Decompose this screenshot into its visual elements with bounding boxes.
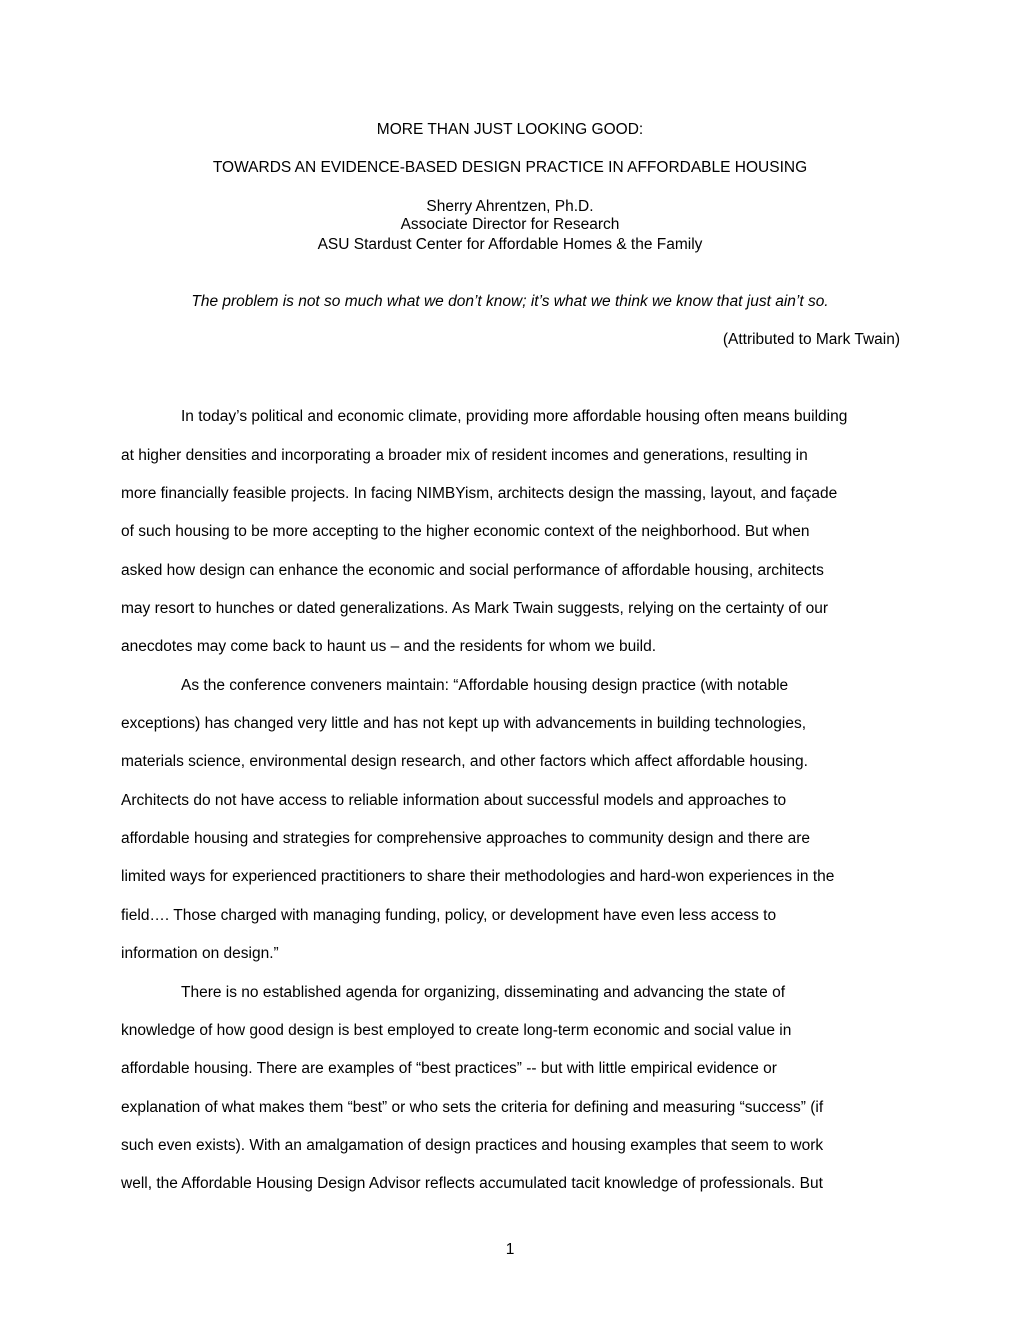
body-line: anecdotes may come back to haunt us – and the residents for whom we build. [121,638,657,655]
body-line: more financially feasible projects. In facing NIMBYism, architects design the massing, layout, and façade [121,485,838,502]
body-line: As the conference conveners maintain: “Affordable housing design practice (with notable [181,677,789,694]
body-line: information on design.” [121,945,279,962]
body-line: field…. Those charged with managing funding, policy, or development have even less access to [121,907,777,924]
body-line: In today’s political and economic climate, providing more affordable housing often means building [181,408,848,425]
author-role: Associate Director for Research [400,216,620,233]
body-line: may resort to hunches or dated generalizations. As Mark Twain suggests, relying on the certainty of our [121,600,829,617]
body-line: affordable housing and strategies for comprehensive approaches to community design and there are [121,830,811,847]
body-line: knowledge of how good design is best employed to create long-term economic and social value in [121,1022,792,1039]
body-line: such even exists). With an amalgamation of design practices and housing examples that seem to work [121,1137,824,1154]
body-line: of such housing to be more accepting to the higher economic context of the neighborhood. But when [121,523,810,540]
document-title: MORE THAN JUST LOOKING GOOD: [376,121,644,138]
body-line: asked how design can enhance the economic and social performance of affordable housing, architects [121,562,824,579]
author-name: Sherry Ahrentzen, Ph.D. [426,198,594,215]
body-line: There is no established agenda for organizing, disseminating and advancing the state of [181,984,786,1001]
body-line: at higher densities and incorporating a broader mix of resident incomes and generations, resulting in [121,447,808,464]
body-line: materials science, environmental design research, and other factors which affect affordable housing. [121,753,808,770]
author-organization: ASU Stardust Center for Affordable Homes & the Family [317,236,703,253]
body-line: limited ways for experienced practitioners to share their methodologies and hard-won experiences in the [121,868,835,885]
body-line: affordable housing. There are examples of “best practices” -- but with little empirical evidence or [121,1060,777,1077]
body-line: exceptions) has changed very little and has not kept up with advancements in building technologies, [121,715,807,732]
body-line: explanation of what makes them “best” or who sets the criteria for defining and measuring “success” (if [121,1099,824,1116]
document-subtitle: TOWARDS AN EVIDENCE-BASED DESIGN PRACTICE IN AFFORDABLE HOUSING [212,159,808,176]
epigraph-quote: The problem is not so much what we don’t know; it’s what we think we know that just ain’t so. [191,293,829,310]
epigraph-attribution: (Attributed to Mark Twain) [722,331,900,348]
body-line: Architects do not have access to reliable information about successful models and approaches to [121,792,787,809]
body-line: well, the Affordable Housing Design Advisor reflects accumulated tacit knowledge of professionals. But [121,1175,823,1192]
page-number: 1 [505,1241,515,1258]
